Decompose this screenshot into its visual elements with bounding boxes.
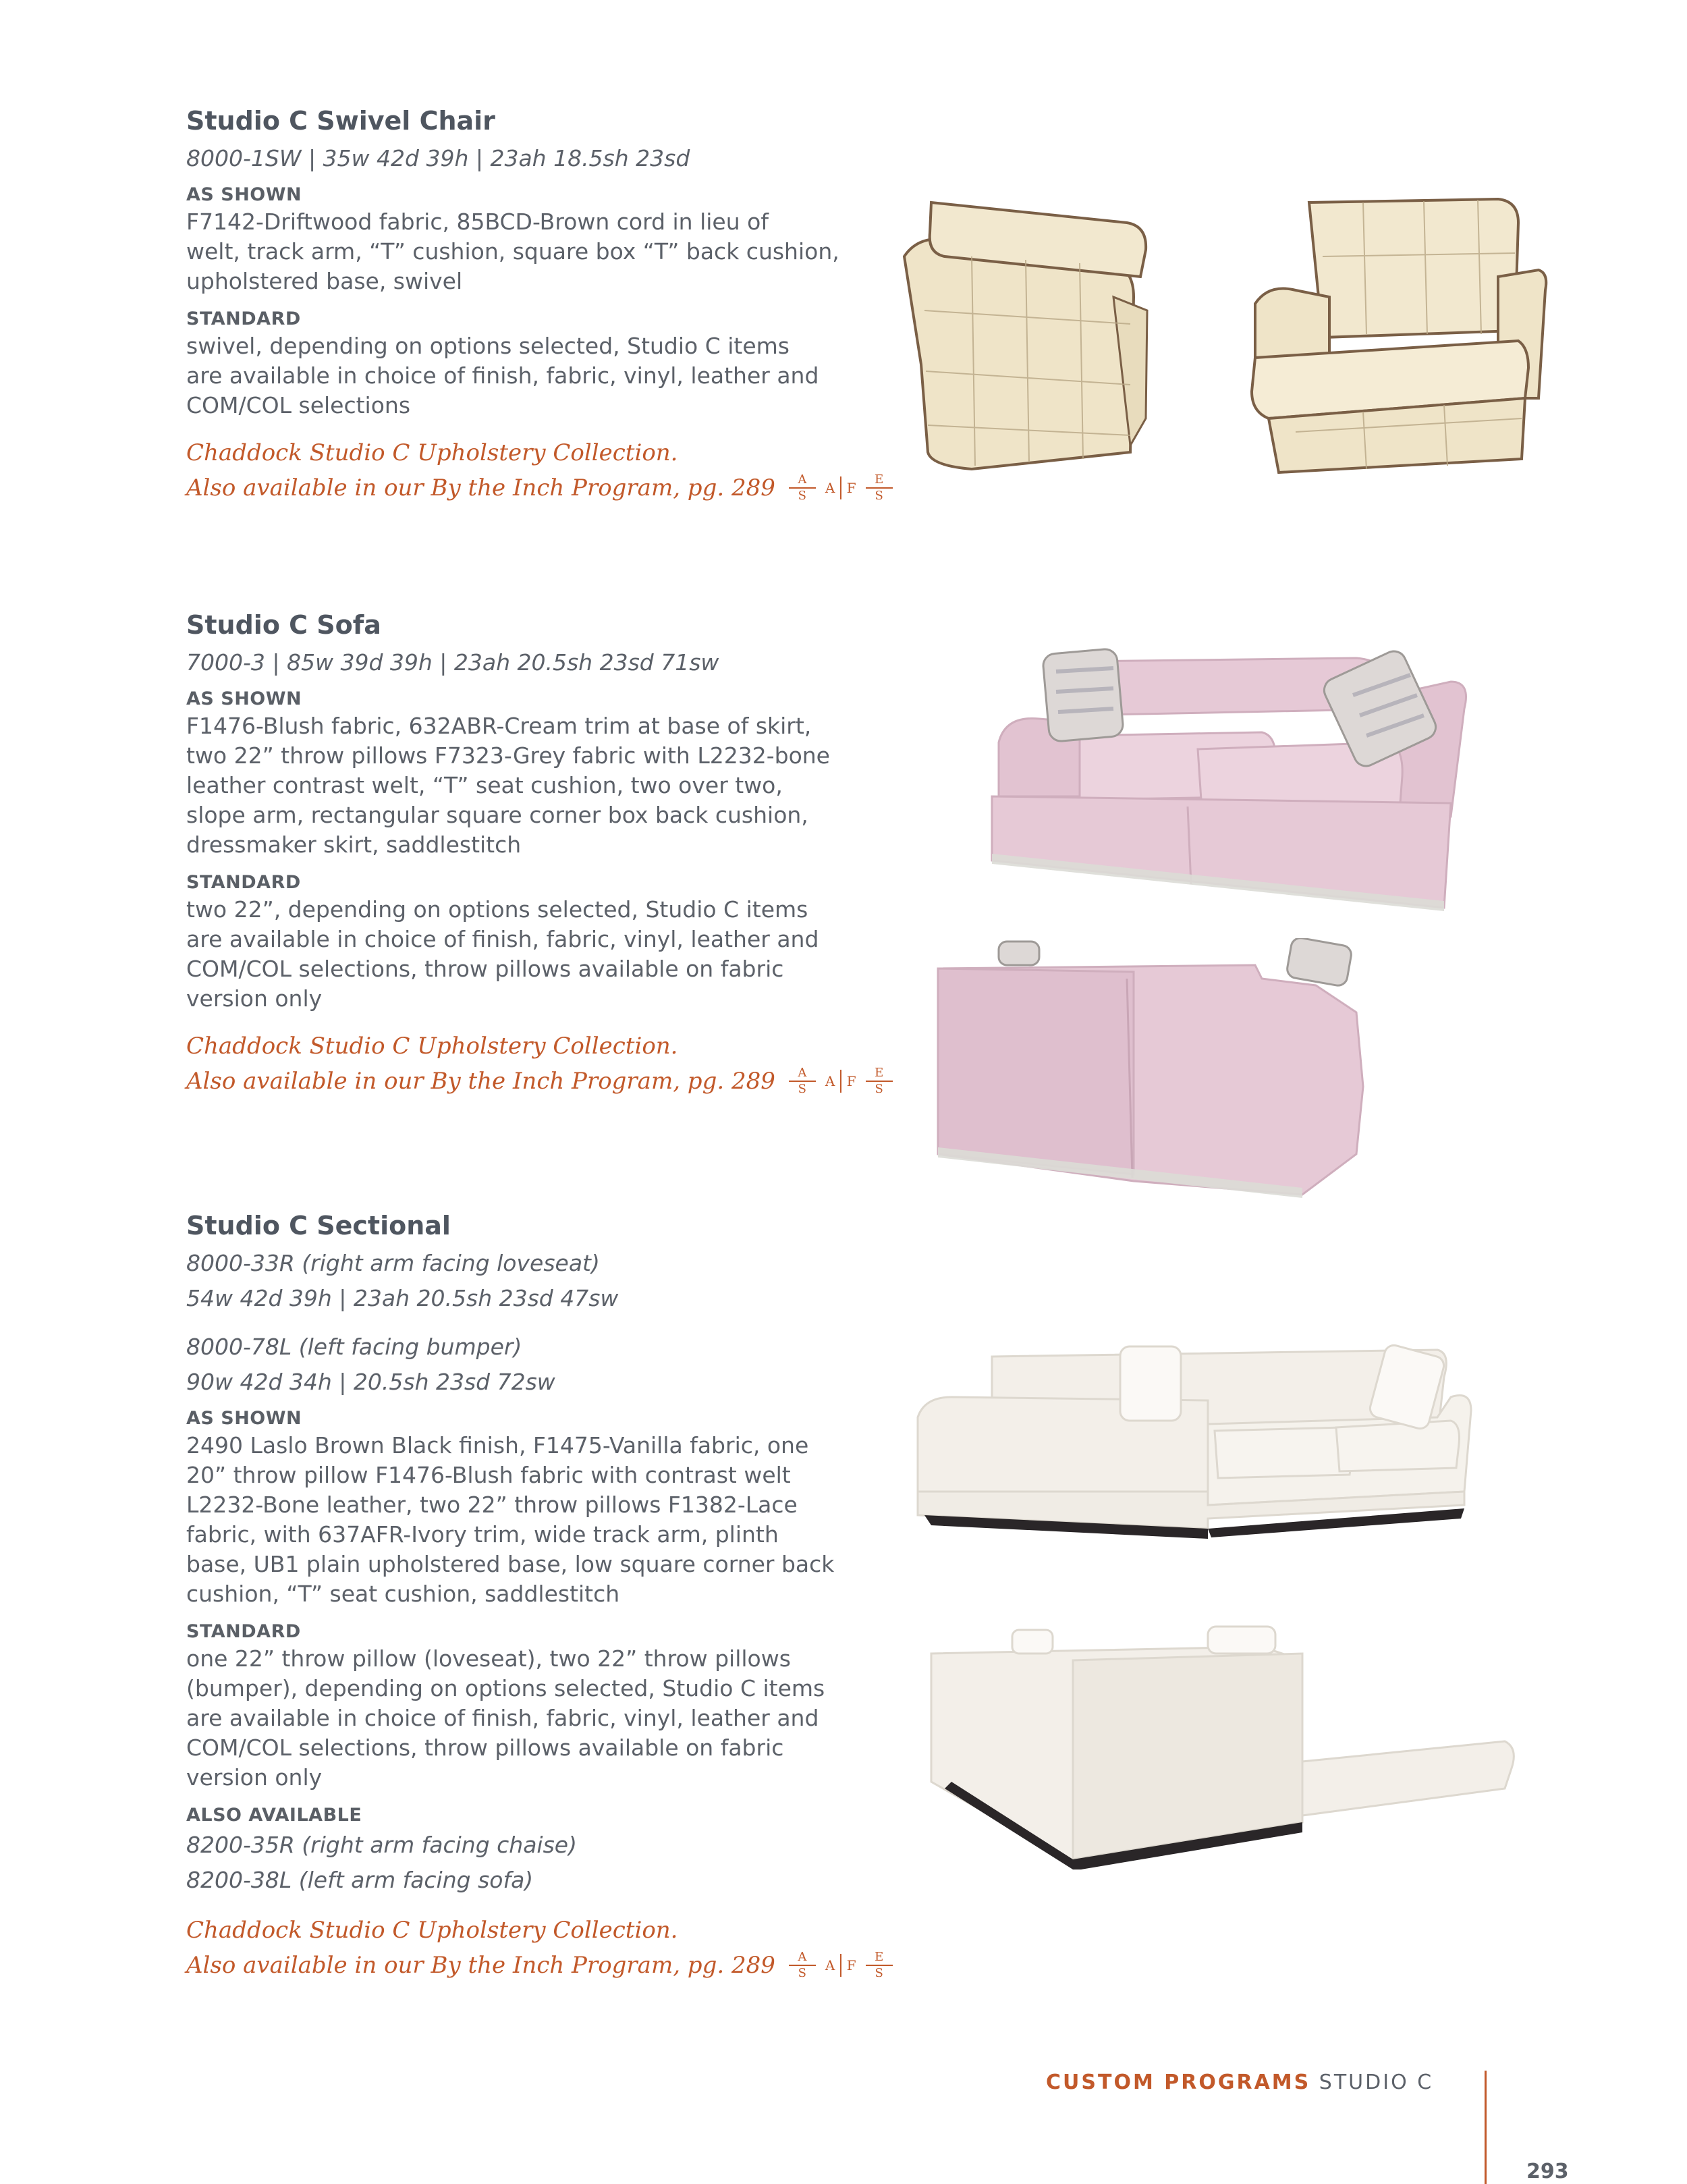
standard-line: COM/COL selections, throw pillows available on fabric <box>186 956 784 982</box>
footer-divider <box>1485 2071 1487 2184</box>
as-shown-label: AS SHOWN <box>186 1408 302 1429</box>
page-number: 293 <box>1526 2160 1569 2183</box>
as-shown-line: base, UB1 plain upholstered base, low square corner back <box>186 1551 835 1577</box>
as-shown-line: F1476-Blush fabric, 632ABR-Cream trim at base of skirt, <box>186 713 812 739</box>
as-shown-line: fabric, with 637AFR-Ivory trim, wide track arm, plinth <box>186 1521 779 1548</box>
as-shown-label: AS SHOWN <box>186 184 302 205</box>
promo-line: Also available in our By the Inch Program, pg. 289 <box>186 1952 775 1979</box>
promo-line: Also available in our By the Inch Program, pg. 289 <box>186 1068 775 1095</box>
code-a-s: $\frac{A}{S}$ <box>789 472 816 503</box>
standard-line: are available in choice of finish, fabric, vinyl, leather and <box>186 362 819 389</box>
option-codes <box>789 470 893 506</box>
standard-label: STANDARD <box>186 308 301 329</box>
as-shown-line: leather contrast welt, “T” seat cushion, two over two, <box>186 772 783 798</box>
product-spec: 54w 42d 39h | 23ah 20.5sh 23sd 47sw <box>186 1285 619 1311</box>
code-e-s: $\frac{E}{S}$ <box>866 1066 893 1097</box>
promo-program-line <box>186 1948 895 1983</box>
as-shown-line: slope arm, rectangular square corner box back cushion, <box>186 802 808 828</box>
as-shown-label: AS SHOWN <box>186 688 302 709</box>
page-footer <box>1046 2071 1433 2094</box>
chair-back-view <box>904 202 1147 469</box>
product-spec: 8000-1SW | 35w 42d 39h | 23ah 18.5sh 23sd <box>186 145 690 171</box>
code-a-f: A F <box>825 470 856 506</box>
standard-line: (bumper), depending on options selected, Studio C items <box>186 1675 825 1701</box>
promo-program-line <box>186 470 895 506</box>
as-shown-line: two 22” throw pillows F7323-Grey fabric with L2232-bone <box>186 742 830 769</box>
standard-line: are available in choice of finish, fabric, vinyl, leather and <box>186 1705 819 1731</box>
standard-label: STANDARD <box>186 872 301 893</box>
standard-line: two 22”, depending on options selected, Studio C items <box>186 896 808 923</box>
swivel-chair-image <box>891 196 1552 479</box>
option-codes <box>789 1948 893 1983</box>
promo-line: Chaddock Studio C Upholstery Collection. <box>186 1917 678 1944</box>
code-a-s: $\frac{A}{S}$ <box>789 1066 816 1097</box>
promo-line: Chaddock Studio C Upholstery Collection. <box>186 1033 678 1060</box>
sofa-back-image <box>924 938 1464 1208</box>
chair-front-view <box>1252 199 1546 472</box>
product-title: Studio C Sectional <box>186 1211 451 1240</box>
as-shown-line: welt, track arm, “T” cushion, square box “T” back cushion, <box>186 238 839 265</box>
code-a-f: A F <box>825 1064 856 1099</box>
product-swivel-chair <box>186 105 895 506</box>
standard-line: are available in choice of finish, fabric, vinyl, leather and <box>186 926 819 952</box>
standard-line: version only <box>186 1764 323 1791</box>
also-available-item: 8200-38L (left arm facing sofa) <box>186 1867 534 1893</box>
option-codes <box>789 1064 893 1099</box>
as-shown-line: F7142-Driftwood fabric, 85BCD-Brown cord in lieu of <box>186 209 769 235</box>
footer-subsection: STUDIO C <box>1319 2071 1434 2094</box>
product-sectional <box>186 1209 895 1983</box>
as-shown-line: 2490 Laslo Brown Black finish, F1475-Vanilla fabric, one <box>186 1432 809 1458</box>
as-shown-line: 20” throw pillow F1476-Blush fabric with contrast welt <box>186 1462 791 1488</box>
code-e-s: $\frac{E}{S}$ <box>866 1950 893 1981</box>
throw-pillow <box>1043 648 1124 742</box>
product-title: Studio C Sofa <box>186 610 381 640</box>
product-spec: 7000-3 | 85w 39d 39h | 23ah 20.5sh 23sd 71sw <box>186 649 719 676</box>
code-a-f: A F <box>825 1948 856 1983</box>
product-sofa <box>186 609 895 1099</box>
standard-line: swivel, depending on options selected, Studio C items <box>186 333 790 359</box>
promo-program-line <box>186 1064 895 1099</box>
code-e-s: $\frac{E}{S}$ <box>866 472 893 503</box>
as-shown-line: L2232-Bone leather, two 22” throw pillows F1382-Lace <box>186 1492 798 1518</box>
product-title: Studio C Swivel Chair <box>186 106 495 136</box>
standard-line: COM/COL selections <box>186 392 411 418</box>
as-shown-line: upholstered base, swivel <box>186 268 463 294</box>
product-spec: 8000-33R (right arm facing loveseat) <box>186 1250 600 1276</box>
product-spec: 8000-78L (left facing bumper) <box>186 1334 522 1360</box>
standard-label: STANDARD <box>186 1621 301 1642</box>
as-shown-line: dressmaker skirt, saddlestitch <box>186 831 522 858</box>
promo-line: Chaddock Studio C Upholstery Collection. <box>186 439 678 466</box>
sofa-front-image <box>978 641 1518 925</box>
also-available-label: ALSO AVAILABLE <box>186 1805 362 1826</box>
sectional-back-image <box>924 1620 1518 1869</box>
product-spec: 90w 42d 34h | 20.5sh 23sd 72sw <box>186 1369 555 1395</box>
standard-line: version only <box>186 985 323 1012</box>
also-available-item: 8200-35R (right arm facing chaise) <box>186 1832 577 1858</box>
standard-line: COM/COL selections, throw pillows available on fabric <box>186 1735 784 1761</box>
promo-line: Also available in our By the Inch Program, pg. 289 <box>186 474 775 501</box>
footer-section: CUSTOM PROGRAMS <box>1046 2071 1311 2094</box>
standard-line: one 22” throw pillow (loveseat), two 22” throw pillows <box>186 1645 791 1672</box>
sectional-front-image <box>911 1336 1545 1546</box>
as-shown-line: cushion, “T” seat cushion, saddlestitch <box>186 1581 620 1607</box>
code-a-s: $\frac{A}{S}$ <box>789 1950 816 1981</box>
